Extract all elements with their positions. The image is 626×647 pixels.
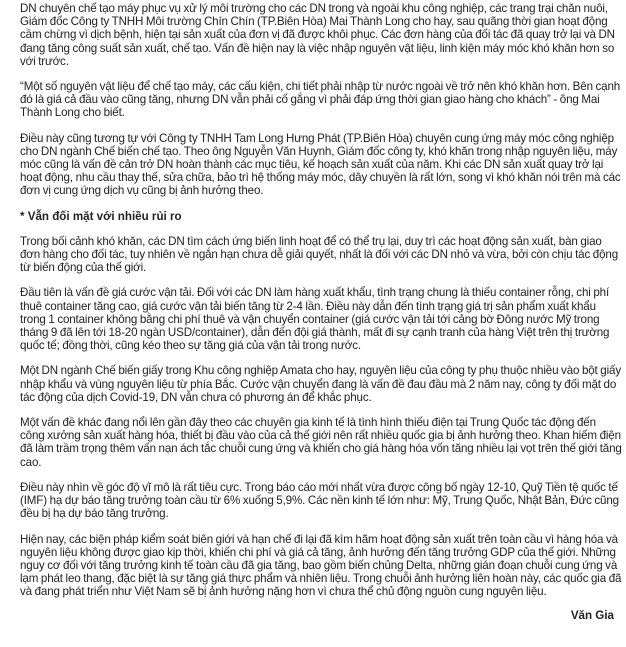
paragraph-8: Điều này nhìn về góc độ vĩ mô là rất tiêu cực. Trong báo cáo mới nhất vừa được công bố ngày 12-10, Quỹ Tiền tệ quốc tế (IMF) hạ dự báo tăng trưởng toàn cầu từ 6% xuống 5,9%. Các nền kinh tế lớn như: Mỹ, Trung Quốc, Nhật Bản, Đức cũng đều bị hạ dự báo tăng trưởng. bbox=[20, 480, 619, 521]
paragraph-9: Hiện nay, các biện pháp kiểm soát biên giới và hạn chế đi lại đã kìm hãm hoạt động sản xuất trên toàn cầu vì hàng hóa và nguyên liệu không được giao kịp thời, khiến chi phí và giá cả tăng, ảnh hưởng đến tăng trưởng GDP của thế giới. Những nguy cơ đối với tăng trưởng kinh tế toàn cầu đã gia tăng, bao gồm biến chủng Delta, những gián đoạn chuỗi cung ứng và lạm phát leo thang, đặc biệt là sự tăng giá thực phẩm và nhiên liệu. Trong chuỗi ảnh hưởng liên hoàn này, các quốc gia đã và đang phát triển như Việt Nam sẽ bị ảnh hưởng nặng hơn vì chưa thể chủ động nguồn cung nguyên liệu. bbox=[20, 532, 622, 599]
paragraph-3: Điều này cũng tương tự với Công ty TNHH Tam Long Hưng Phát (TP.Biên Hòa) chuyên cung ứng máy móc công nghiệp cho DN ngành Chế biến chế tạo. Theo ông Nguyễn Văn Huynh, Giám đốc công ty, khó khăn trong nhập nguyên liệu, máy móc cũng là vấn đề cản trở DN hoàn thành các mục tiêu, kế hoạch sản xuất của năm. Khi các DN sản xuất quay trở lại hoạt động, nhu cầu thay thế, sửa chữa, bảo trì hệ thống máy móc, dây chuyền là rất lớn, song vì khó khăn nói trên mà các đơn vị cung ứng dịch vụ cũng bị ảnh hưởng theo. bbox=[20, 131, 621, 198]
paragraph-1: DN chuyên chế tạo máy phục vụ xử lý môi trường cho các DN trong và ngoài khu công nghiệp, các trang trại chăn nuôi, Giám đốc Công ty TNHH Môi trường Chín Chín (TP.Biên Hòa) Mai Thành Long cho hay, sau quãng thời gian hoạt động cầm chừng vì dịch bệnh, hiện tại sản xuất của đơn vị đã được khôi phục. Các đơn hàng của đối tác đã quay trở lại và DN đang tăng công suất sản xuất, chế tạo. Vấn đề hiện nay là việc nhập nguyên vật liệu, linh kiện máy móc khó khăn hơn so với trước. bbox=[20, 2, 615, 68]
paragraph-6: Một DN ngành Chế biến giấy trong Khu công nghiệp Amata cho hay, nguyên liệu của công ty phụ thuộc nhiều vào bột giấy nhập khẩu và vùng nguyên liệu từ phía Bắc. Cước vận chuyển đang là vấn đề đau đầu mà 2 năm nay, công ty đối mặt do tác động của dịch Covid-19, DN vẫn chưa có phương án để khắc phục. bbox=[20, 364, 621, 404]
paragraph-5: Đầu tiên là vấn đề giá cước vận tải. Đối với các DN làm hàng xuất khẩu, tình trạng chung là thiếu container rỗng, chi phí thuê container tăng cao, giá cước vận tải biến tăng từ 2-4 lần. Điều này dẫn đến tình trạng giá trị sản phẩm xuất khẩu trong 1 container không bằng chi phí thuê và vận chuyển container (giá cước vận tải tới cảng bờ Đông nước Mỹ trong tháng 9 đã lên tới 18-20 ngàn USD/container), dẫn đến đội giá thành, mất đi sự cạnh tranh của hàng Việt trên thị trường quốc tế; đồng thời, cũng kéo theo sự tăng giá của vận tải trong nước. bbox=[20, 286, 610, 353]
paragraph-7: Một vấn đề khác đang nổi lên gần đây theo các chuyên gia kinh tế là tình hình thiếu điện tại Trung Quốc tác động đến công xưởng sản xuất hàng hóa, thiết bị đầu vào của cả thế giới nên rất nhiều quốc gia bị ảnh hưởng theo. Khan hiếm điện đã làm trầm trọng thêm vấn nạn ách tắc chuỗi cung ứng và khiến cho giá hàng hóa vốn tăng nhiều lại vọt trên thế giới tăng cao. bbox=[20, 416, 622, 469]
paragraph-2-quote: “Một số nguyên vật liệu để chế tạo máy, các cấu kiện, chi tiết phải nhập từ nước ngoài về trở nên khó khăn hơn. Bên cạnh đó là giá cả đầu vào cũng tăng, nhưng DN vẫn phải cố gắng vì phải đáp ứng thời gian giao hàng cho khách” - ông Mai Thành Long cho biết. bbox=[20, 80, 621, 120]
author-byline: Văn Gia bbox=[570, 608, 614, 622]
paragraph-4: Trong bối cảnh khó khăn, các DN tìm cách ứng biến linh hoạt để có thể trụ lại, duy trì các hoạt động sản xuất, bàn giao đơn hàng cho đối tác, tuy nhiên về ngắn hạn chưa dễ giải quyết, nhất là đối với các DN nhỏ và vừa, bởi còn chịu tác động từ biến động của thế giới. bbox=[20, 234, 618, 275]
section-heading: * Vẫn đối mặt với nhiều rủi ro bbox=[20, 209, 182, 223]
